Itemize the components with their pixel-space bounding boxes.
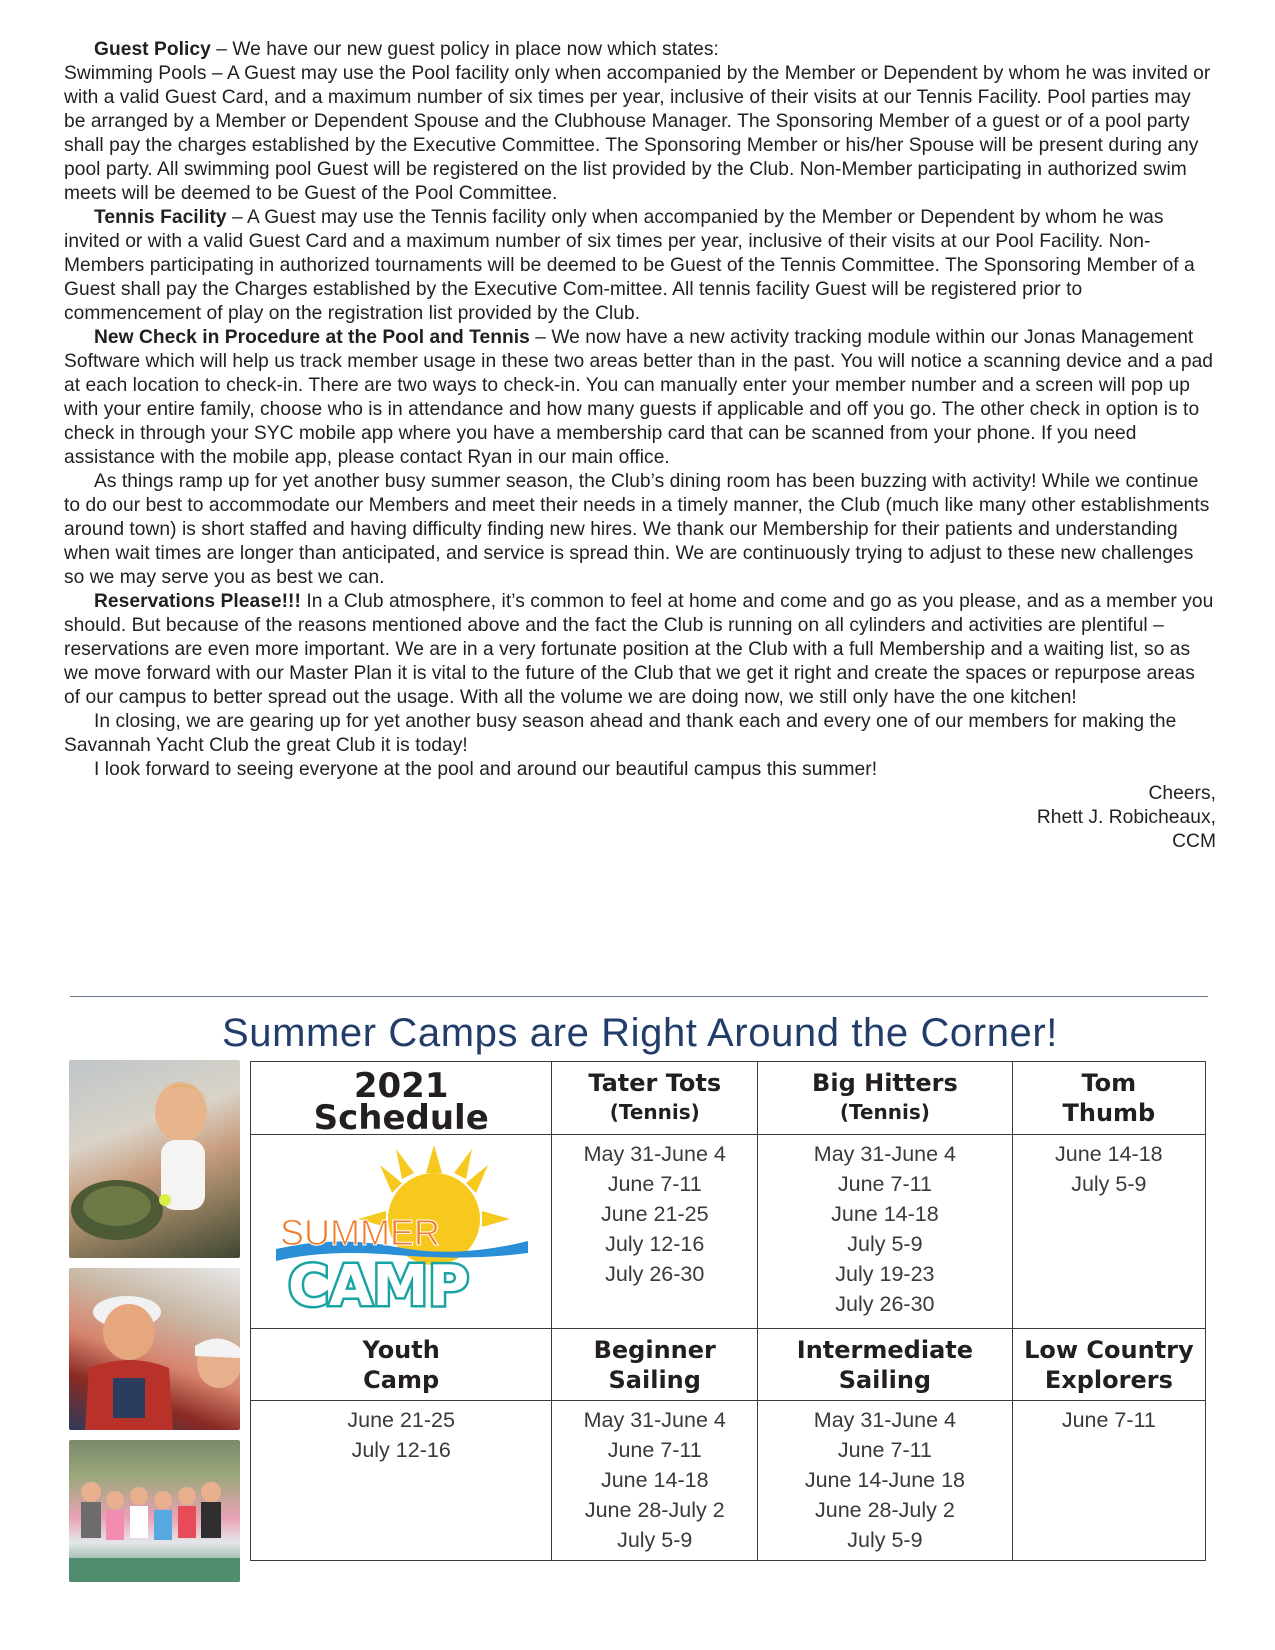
date-range-item: June 21-25 (600, 1202, 709, 1226)
date-range-item: July 5-9 (1071, 1172, 1147, 1196)
checkin-heading: New Check in Procedure at the Pool and Tennis (94, 327, 530, 348)
big-hitters-title: Big Hitters (812, 1069, 958, 1097)
schedule-heading-label: Schedule (313, 1098, 489, 1138)
closing-paragraph: In closing, we are gearing up for yet another busy season ahead and thank each and every one of our members for making the Savannah Yacht Club the great Club it is today! (64, 711, 1177, 756)
summer-camps-title: Summer Camps are Right Around the Corner! (221, 1011, 1059, 1055)
schedule-header-row-2 (251, 1329, 1206, 1401)
tom-thumb-header (1012, 1062, 1205, 1135)
beginner-sailing-title-line1: Beginner (593, 1336, 716, 1364)
date-range-item: June 14-June 18 (804, 1468, 965, 1492)
signer-credential: CCM (1172, 831, 1216, 852)
tennis-heading: Tennis Facility (94, 207, 227, 228)
low-country-explorers-header (1012, 1329, 1205, 1401)
date-range-item: June 28-July 2 (584, 1498, 725, 1522)
youth-camp-header (251, 1329, 552, 1401)
date-range-item: July 12-16 (605, 1232, 705, 1256)
tennis-group-illustration (69, 1440, 240, 1582)
beginner-sailing-dates (552, 1401, 758, 1561)
logo-summer-text: SUMMER (280, 1212, 441, 1253)
schedule-dates-row-1 (251, 1135, 1206, 1329)
checkin-paragraph (64, 326, 1216, 470)
date-range-item: July 19-23 (835, 1262, 935, 1286)
camp-schedule-table (250, 1061, 1206, 1561)
forward-paragraph: I look forward to seeing everyone at the pool and around our beautiful campus this summer! (94, 759, 878, 780)
date-range-item: May 31-June 4 (813, 1408, 957, 1432)
date-range-item: July 5-9 (617, 1528, 693, 1552)
checkin-text: – We now have a new activity tracking module within our Jonas Management Software which will help us track member usage in these two areas better than in the past. You will notice a scanning device and a pad at each location to check-in. There are two ways to check-in. You can manually enter your member number and a screen will pop up with your entire family, choose who is in attendance and how many guests if applicable and off you go. The other check in option is to check in through your SYC mobile app where you have a membership card that can be scanned from your phone. If you need assistance with the mobile app, please contact Ryan in our main office. (64, 327, 1214, 468)
boy-with-turtle-photo (69, 1060, 240, 1258)
low-country-explorers-dates (1012, 1401, 1205, 1561)
tom-thumb-dates (1012, 1135, 1205, 1329)
tennis-text: – A Guest may use the Tennis facility only when accompanied by the Member or Dependent by whom he was invited or with a valid Guest Card and a maximum number of six times per year, inclusive of their visits at our Pool Facility. Non-Members participating in authorized tournaments will be deemed to be Guest of the Tennis Committee. The Sponsoring Member of a Guest shall pay the Charges established by the Executive Com-mittee. All tennis facility Guest will be registered prior to commencement of play on the registration list provided by the Club. (64, 207, 1195, 324)
date-range-item: June 7-11 (837, 1172, 932, 1196)
schedule-header-row-1 (251, 1062, 1206, 1135)
date-range-item: May 31-June 4 (583, 1142, 726, 1166)
kids-smiling-illustration (69, 1268, 240, 1430)
big-hitters-dates (758, 1135, 1013, 1329)
signer-name: Rhett J. Robicheaux, (1036, 807, 1216, 828)
date-range-item: May 31-June 4 (813, 1142, 957, 1166)
kids-smiling-photo (69, 1268, 240, 1430)
tom-thumb-title-line1: Tom (1081, 1069, 1137, 1097)
tennis-paragraph (64, 206, 1216, 326)
date-range-item: June 7-11 (607, 1172, 702, 1196)
tater-tots-header (552, 1062, 758, 1135)
photo-column (69, 1060, 240, 1592)
date-range-item: May 31-June 4 (583, 1408, 726, 1432)
date-range-item: June 21-25 (347, 1408, 455, 1432)
youth-camp-dates (251, 1401, 552, 1561)
summer-camp-logo-cell (251, 1135, 552, 1329)
date-range-item: July 26-30 (605, 1262, 705, 1286)
signoff: Cheers, (1148, 783, 1216, 804)
big-hitters-header (758, 1062, 1013, 1135)
reservations-heading: Reservations Please!!! (94, 591, 301, 612)
reservations-paragraph (64, 590, 1216, 710)
intermediate-sailing-title-line1: Intermediate (796, 1336, 974, 1364)
date-range-item: June 14-18 (831, 1202, 939, 1226)
date-range-item: June 7-11 (837, 1438, 932, 1462)
date-range-item: June 28-July 2 (814, 1498, 955, 1522)
tater-tots-dates (552, 1135, 758, 1329)
date-range-item: June 14-18 (1055, 1142, 1163, 1166)
director-letter (64, 38, 1216, 854)
date-range-item: June 7-11 (607, 1438, 702, 1462)
beginner-sailing-title-line2: Sailing (608, 1366, 701, 1394)
date-range-item: July 26-30 (835, 1292, 935, 1316)
pools-paragraph: Swimming Pools – A Guest may use the Pool facility only when accompanied by the Member or Dependent by whom he was invited or with a valid Guest Card, and a maximum number of six times per year, inclusive of their visits at our Tennis Facility. Pool parties may be arranged by a Member or Dependent Spouse and the Clubhouse Manager. The Sponsoring Member of a guest or of a pool party shall pay the charges established by the Executive Committee. The Sponsoring Member or his/her Spouse will be present during any pool party. All swimming pool Guest will be registered on the list provided by the Club. Non-Member participating in authorized swim meets will be deemed to be Guest of the Pool Committee. (64, 63, 1211, 204)
tennis-group-photo (69, 1440, 240, 1582)
tom-thumb-title-line2: Thumb (1062, 1099, 1156, 1127)
tater-tots-subtitle: (Tennis) (609, 1100, 700, 1124)
guest-policy-paragraph (64, 38, 1216, 62)
schedule-heading (251, 1062, 552, 1138)
beginner-sailing-header (552, 1329, 758, 1401)
summer-camp-logo (266, 1139, 536, 1319)
intermediate-sailing-dates (758, 1401, 1013, 1561)
tater-tots-title: Tater Tots (588, 1069, 722, 1097)
reservations-text: In a Club atmosphere, it’s common to feel at home and come and go as you please, and as a member you should. But because of the reasons mentioned above and the fact the Club is running on all cylinders and activities are plentiful – reservations are even more important. We are in a very fortunate position at the Club with a full Membership and a waiting list, so as we move forward with our Master Plan it is vital to the future of the Club that we get it right and create the spaces or repurpose areas of our campus to better spread out the usage. With all the volume we are doing now, we still only have the one kitchen! (64, 591, 1214, 708)
youth-camp-title-line1: Youth (362, 1336, 440, 1364)
intermediate-sailing-header (758, 1329, 1013, 1401)
intermediate-sailing-title-line2: Sailing (838, 1366, 932, 1394)
date-range-item: June 7-11 (1061, 1408, 1156, 1432)
date-range-item: July 12-16 (351, 1438, 451, 1462)
date-range-item: June 14-18 (600, 1468, 709, 1492)
date-range-item: July 5-9 (847, 1232, 923, 1256)
guest-policy-heading: Guest Policy (94, 39, 211, 60)
big-hitters-subtitle: (Tennis) (839, 1100, 930, 1124)
low-country-title-line2: Explorers (1044, 1366, 1173, 1394)
low-country-title-line1: Low Country (1024, 1336, 1194, 1364)
boy-with-turtle-illustration (69, 1060, 240, 1258)
guest-policy-intro: – We have our new guest policy in place now which states: (210, 39, 719, 60)
schedule-dates-row-2 (251, 1401, 1206, 1561)
logo-camp-text: CAMP (288, 1254, 470, 1319)
section-divider (70, 996, 1208, 997)
schedule-heading-year: 2021 (353, 1066, 449, 1106)
youth-camp-title-line2: Camp (363, 1366, 440, 1394)
date-range-item: July 5-9 (847, 1528, 923, 1552)
dining-paragraph: As things ramp up for yet another busy summer season, the Club’s dining room has been buzzing with activity! While we continue to do our best to accommodate our Members and meet their needs in a timely manner, the Club (much like many other establishments around town) is short staffed and having difficulty finding new hires. We thank our Membership for their patients and understanding when wait times are longer than anticipated, and service is spread thin. We are continuously trying to adjust to these new challenges so we may serve you as best we can. (64, 471, 1210, 588)
